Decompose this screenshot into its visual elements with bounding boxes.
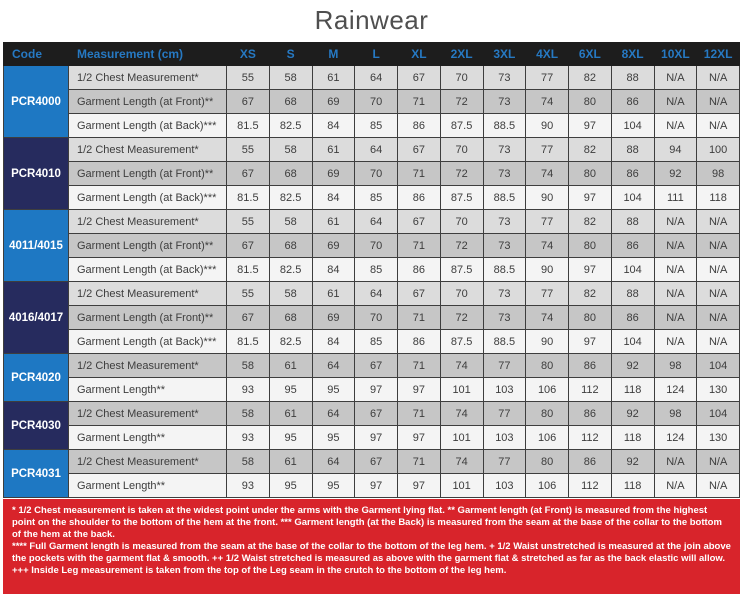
- value-cell: 68: [269, 234, 312, 258]
- value-cell: 67: [355, 402, 398, 426]
- column-header-2xl: 2XL: [440, 43, 483, 66]
- value-cell: N/A: [697, 474, 740, 498]
- value-cell: 58: [227, 402, 270, 426]
- column-header-4xl: 4XL: [526, 43, 569, 66]
- table-row: [4, 450, 740, 474]
- value-cell: 64: [355, 282, 398, 306]
- value-cell: 101: [440, 426, 483, 450]
- value-cell: 93: [227, 474, 270, 498]
- value-cell: N/A: [654, 258, 697, 282]
- value-cell: 88.5: [483, 258, 526, 282]
- value-cell: 64: [355, 66, 398, 90]
- value-cell: 74: [440, 450, 483, 474]
- measurement-label-cell: Garment Length (at Front)**: [69, 90, 227, 114]
- value-cell: N/A: [697, 234, 740, 258]
- value-cell: 106: [526, 378, 569, 402]
- value-cell: 70: [355, 306, 398, 330]
- value-cell: 77: [526, 66, 569, 90]
- code-cell-pcr4031: PCR4031: [4, 450, 69, 498]
- value-cell: 84: [312, 330, 355, 354]
- value-cell: 80: [569, 234, 612, 258]
- code-cell-pcr4020: PCR4020: [4, 354, 69, 402]
- value-cell: 58: [269, 66, 312, 90]
- value-cell: 74: [526, 234, 569, 258]
- value-cell: N/A: [654, 234, 697, 258]
- value-cell: 69: [312, 234, 355, 258]
- measurement-label-cell: Garment Length (at Back)***: [69, 330, 227, 354]
- value-cell: 95: [312, 426, 355, 450]
- code-cell-pcr4010: PCR4010: [4, 138, 69, 210]
- value-cell: 72: [440, 162, 483, 186]
- code-cell-pcr4030: PCR4030: [4, 402, 69, 450]
- column-header-measurement-cm: Measurement (cm): [69, 43, 227, 66]
- value-cell: 55: [227, 66, 270, 90]
- value-cell: 104: [611, 186, 654, 210]
- value-cell: 112: [569, 378, 612, 402]
- value-cell: 87.5: [440, 114, 483, 138]
- value-cell: 73: [483, 162, 526, 186]
- value-cell: 71: [398, 306, 441, 330]
- value-cell: 72: [440, 234, 483, 258]
- value-cell: 70: [355, 234, 398, 258]
- value-cell: 103: [483, 378, 526, 402]
- footnote-full-length-and-waist: **** Full Garment length is measured from the seam at the base of the collar to the bottom of the leg hem. + 1/2 Waist unstretched is measured at the join above the pockets with the garment flat & smooth. ++ 1/2 Waist stretched is measured as above with the garment flat & stretched as far as the back elastic will allow.: [12, 541, 731, 565]
- value-cell: 67: [398, 138, 441, 162]
- value-cell: 88: [611, 138, 654, 162]
- value-cell: 67: [398, 66, 441, 90]
- value-cell: 71: [398, 354, 441, 378]
- value-cell: 90: [526, 330, 569, 354]
- value-cell: 61: [269, 354, 312, 378]
- column-header-code: Code: [4, 43, 69, 66]
- value-cell: 69: [312, 306, 355, 330]
- value-cell: 97: [569, 258, 612, 282]
- value-cell: 61: [312, 138, 355, 162]
- measurement-label-cell: 1/2 Chest Measurement*: [69, 138, 227, 162]
- value-cell: 81.5: [227, 114, 270, 138]
- value-cell: 58: [269, 138, 312, 162]
- value-cell: N/A: [654, 450, 697, 474]
- value-cell: 80: [569, 162, 612, 186]
- value-cell: 70: [440, 282, 483, 306]
- measurement-label-cell: Garment Length**: [69, 474, 227, 498]
- value-cell: N/A: [697, 90, 740, 114]
- value-cell: 86: [398, 186, 441, 210]
- value-cell: 72: [440, 90, 483, 114]
- value-cell: 84: [312, 114, 355, 138]
- value-cell: 58: [227, 354, 270, 378]
- value-cell: 68: [269, 90, 312, 114]
- value-cell: N/A: [654, 114, 697, 138]
- value-cell: N/A: [697, 258, 740, 282]
- column-header-6xl: 6XL: [569, 43, 612, 66]
- value-cell: 67: [355, 354, 398, 378]
- value-cell: 130: [697, 426, 740, 450]
- value-cell: 95: [269, 378, 312, 402]
- value-cell: 97: [355, 474, 398, 498]
- value-cell: 111: [654, 186, 697, 210]
- table-row: [4, 210, 740, 234]
- value-cell: 82.5: [269, 114, 312, 138]
- measurement-label-cell: Garment Length (at Back)***: [69, 258, 227, 282]
- value-cell: 82.5: [269, 330, 312, 354]
- value-cell: N/A: [697, 210, 740, 234]
- value-cell: 90: [526, 186, 569, 210]
- value-cell: N/A: [697, 306, 740, 330]
- value-cell: N/A: [654, 330, 697, 354]
- value-cell: 58: [269, 282, 312, 306]
- value-cell: 64: [312, 354, 355, 378]
- value-cell: 97: [569, 330, 612, 354]
- table-row: [4, 354, 740, 378]
- value-cell: 101: [440, 474, 483, 498]
- value-cell: 86: [569, 354, 612, 378]
- value-cell: 88: [611, 210, 654, 234]
- value-cell: 118: [611, 474, 654, 498]
- value-cell: 77: [483, 450, 526, 474]
- table-row: [4, 474, 740, 498]
- code-cell-pcr4000: PCR4000: [4, 66, 69, 138]
- value-cell: 88.5: [483, 114, 526, 138]
- value-cell: 124: [654, 426, 697, 450]
- value-cell: 80: [526, 402, 569, 426]
- header-row: [4, 43, 740, 66]
- value-cell: 106: [526, 426, 569, 450]
- value-cell: 97: [398, 378, 441, 402]
- table-row: [4, 282, 740, 306]
- value-cell: 88.5: [483, 186, 526, 210]
- measurement-label-cell: 1/2 Chest Measurement*: [69, 354, 227, 378]
- value-cell: 71: [398, 90, 441, 114]
- value-cell: 94: [654, 138, 697, 162]
- value-cell: 67: [227, 162, 270, 186]
- table-row: [4, 378, 740, 402]
- value-cell: N/A: [697, 450, 740, 474]
- footnotes-panel: [3, 499, 740, 594]
- value-cell: 97: [569, 186, 612, 210]
- table-row: [4, 90, 740, 114]
- value-cell: 73: [483, 282, 526, 306]
- value-cell: 82: [569, 282, 612, 306]
- value-cell: 106: [526, 474, 569, 498]
- value-cell: 80: [569, 306, 612, 330]
- column-header-12xl: 12XL: [697, 43, 740, 66]
- value-cell: 81.5: [227, 186, 270, 210]
- value-cell: 88: [611, 66, 654, 90]
- size-chart-table: [3, 42, 740, 498]
- value-cell: 73: [483, 138, 526, 162]
- value-cell: 61: [269, 402, 312, 426]
- value-cell: 86: [611, 234, 654, 258]
- value-cell: 130: [697, 378, 740, 402]
- value-cell: 87.5: [440, 258, 483, 282]
- value-cell: 67: [227, 234, 270, 258]
- size-chart-header: [4, 43, 740, 66]
- value-cell: 82.5: [269, 258, 312, 282]
- measurement-label-cell: Garment Length (at Front)**: [69, 162, 227, 186]
- table-row: [4, 234, 740, 258]
- value-cell: 95: [312, 474, 355, 498]
- value-cell: 103: [483, 426, 526, 450]
- value-cell: 97: [355, 378, 398, 402]
- value-cell: 71: [398, 162, 441, 186]
- value-cell: N/A: [697, 66, 740, 90]
- measurement-label-cell: Garment Length (at Front)**: [69, 306, 227, 330]
- measurement-label-cell: 1/2 Chest Measurement*: [69, 66, 227, 90]
- value-cell: 70: [440, 138, 483, 162]
- value-cell: 61: [312, 282, 355, 306]
- measurement-label-cell: Garment Length (at Front)**: [69, 234, 227, 258]
- value-cell: 77: [526, 282, 569, 306]
- value-cell: 70: [355, 90, 398, 114]
- value-cell: 74: [526, 306, 569, 330]
- value-cell: 86: [569, 402, 612, 426]
- value-cell: 104: [697, 354, 740, 378]
- value-cell: 80: [526, 450, 569, 474]
- table-row: [4, 258, 740, 282]
- value-cell: N/A: [654, 474, 697, 498]
- value-cell: 87.5: [440, 330, 483, 354]
- value-cell: 82: [569, 138, 612, 162]
- code-cell-4011-4015: 4011/4015: [4, 210, 69, 282]
- value-cell: 92: [611, 354, 654, 378]
- value-cell: 67: [227, 306, 270, 330]
- value-cell: 61: [312, 210, 355, 234]
- value-cell: 77: [526, 138, 569, 162]
- value-cell: 82: [569, 66, 612, 90]
- value-cell: 71: [398, 402, 441, 426]
- value-cell: 98: [654, 354, 697, 378]
- value-cell: 104: [611, 330, 654, 354]
- table-row: [4, 426, 740, 450]
- table-row: [4, 330, 740, 354]
- value-cell: 82.5: [269, 186, 312, 210]
- value-cell: 68: [269, 306, 312, 330]
- value-cell: 81.5: [227, 258, 270, 282]
- table-row: [4, 162, 740, 186]
- column-header-10xl: 10XL: [654, 43, 697, 66]
- table-row: [4, 114, 740, 138]
- value-cell: 87.5: [440, 186, 483, 210]
- value-cell: 55: [227, 138, 270, 162]
- value-cell: 55: [227, 210, 270, 234]
- value-cell: 55: [227, 282, 270, 306]
- table-row: [4, 306, 740, 330]
- value-cell: N/A: [654, 282, 697, 306]
- measurement-label-cell: 1/2 Chest Measurement*: [69, 282, 227, 306]
- value-cell: 118: [611, 378, 654, 402]
- value-cell: 92: [654, 162, 697, 186]
- value-cell: 67: [227, 90, 270, 114]
- value-cell: 81.5: [227, 330, 270, 354]
- value-cell: 67: [398, 210, 441, 234]
- value-cell: 69: [312, 90, 355, 114]
- value-cell: N/A: [654, 90, 697, 114]
- value-cell: 86: [398, 330, 441, 354]
- value-cell: 70: [440, 66, 483, 90]
- value-cell: 84: [312, 258, 355, 282]
- value-cell: 95: [312, 378, 355, 402]
- value-cell: 73: [483, 66, 526, 90]
- value-cell: 95: [269, 474, 312, 498]
- measurement-label-cell: 1/2 Chest Measurement*: [69, 210, 227, 234]
- value-cell: 73: [483, 234, 526, 258]
- value-cell: N/A: [697, 282, 740, 306]
- value-cell: 98: [654, 402, 697, 426]
- value-cell: 112: [569, 426, 612, 450]
- value-cell: 88.5: [483, 330, 526, 354]
- page-title: Rainwear: [314, 5, 429, 35]
- column-header-xl: XL: [398, 43, 441, 66]
- measurement-label-cell: Garment Length (at Back)***: [69, 186, 227, 210]
- value-cell: 71: [398, 450, 441, 474]
- footnote-inside-leg: +++ Inside Leg measurement is taken from the top of the Leg seam in the crutch to the bottom of the leg hem.: [12, 565, 507, 577]
- value-cell: 97: [398, 426, 441, 450]
- value-cell: 67: [355, 450, 398, 474]
- value-cell: 85: [355, 186, 398, 210]
- value-cell: 98: [697, 162, 740, 186]
- value-cell: 67: [398, 282, 441, 306]
- value-cell: 90: [526, 258, 569, 282]
- value-cell: N/A: [654, 210, 697, 234]
- value-cell: 118: [611, 426, 654, 450]
- footnote-chest-and-lengths: * 1/2 Chest measurement is taken at the widest point under the arms with the Garment lying flat. ** Garment length (at Front) is measured from the highest point on the shoulder to the bottom of the hem at the front. *** Garment length (at the Back) is measured from the seam at the base of the collar to the bottom of the hem at the back.: [12, 505, 722, 541]
- value-cell: 97: [398, 474, 441, 498]
- column-header-8xl: 8XL: [611, 43, 654, 66]
- value-cell: 88: [611, 282, 654, 306]
- value-cell: 64: [355, 138, 398, 162]
- value-cell: N/A: [697, 330, 740, 354]
- value-cell: 104: [697, 402, 740, 426]
- value-cell: 97: [569, 114, 612, 138]
- value-cell: 104: [611, 114, 654, 138]
- value-cell: 101: [440, 378, 483, 402]
- table-row: [4, 66, 740, 90]
- value-cell: 61: [269, 450, 312, 474]
- value-cell: 85: [355, 258, 398, 282]
- table-row: [4, 402, 740, 426]
- value-cell: 86: [569, 450, 612, 474]
- value-cell: 93: [227, 426, 270, 450]
- value-cell: 86: [611, 306, 654, 330]
- value-cell: 86: [398, 258, 441, 282]
- value-cell: 64: [355, 210, 398, 234]
- column-header-xs: XS: [227, 43, 270, 66]
- value-cell: 61: [312, 66, 355, 90]
- column-header-s: S: [269, 43, 312, 66]
- value-cell: 86: [611, 90, 654, 114]
- column-header-3xl: 3XL: [483, 43, 526, 66]
- value-cell: 92: [611, 450, 654, 474]
- value-cell: 73: [483, 306, 526, 330]
- value-cell: 80: [569, 90, 612, 114]
- value-cell: 72: [440, 306, 483, 330]
- value-cell: 103: [483, 474, 526, 498]
- value-cell: 124: [654, 378, 697, 402]
- value-cell: 74: [440, 354, 483, 378]
- value-cell: N/A: [654, 306, 697, 330]
- value-cell: 77: [483, 354, 526, 378]
- value-cell: 58: [227, 450, 270, 474]
- value-cell: 68: [269, 162, 312, 186]
- value-cell: 95: [269, 426, 312, 450]
- measurement-label-cell: 1/2 Chest Measurement*: [69, 450, 227, 474]
- measurement-label-cell: Garment Length**: [69, 426, 227, 450]
- value-cell: 97: [355, 426, 398, 450]
- measurement-label-cell: Garment Length (at Back)***: [69, 114, 227, 138]
- value-cell: 118: [697, 186, 740, 210]
- value-cell: 93: [227, 378, 270, 402]
- value-cell: N/A: [697, 114, 740, 138]
- column-header-l: L: [355, 43, 398, 66]
- table-row: [4, 186, 740, 210]
- value-cell: 90: [526, 114, 569, 138]
- value-cell: 77: [483, 402, 526, 426]
- value-cell: 86: [611, 162, 654, 186]
- table-row: [4, 138, 740, 162]
- value-cell: 69: [312, 162, 355, 186]
- value-cell: 82: [569, 210, 612, 234]
- value-cell: 70: [440, 210, 483, 234]
- value-cell: 80: [526, 354, 569, 378]
- value-cell: 73: [483, 90, 526, 114]
- value-cell: 71: [398, 234, 441, 258]
- value-cell: 92: [611, 402, 654, 426]
- value-cell: 64: [312, 402, 355, 426]
- value-cell: 104: [611, 258, 654, 282]
- value-cell: 112: [569, 474, 612, 498]
- value-cell: 85: [355, 330, 398, 354]
- value-cell: 73: [483, 210, 526, 234]
- value-cell: 86: [398, 114, 441, 138]
- value-cell: 74: [440, 402, 483, 426]
- value-cell: 58: [269, 210, 312, 234]
- value-cell: N/A: [654, 66, 697, 90]
- value-cell: 77: [526, 210, 569, 234]
- measurement-label-cell: 1/2 Chest Measurement*: [69, 402, 227, 426]
- column-header-m: M: [312, 43, 355, 66]
- value-cell: 84: [312, 186, 355, 210]
- value-cell: 74: [526, 90, 569, 114]
- value-cell: 100: [697, 138, 740, 162]
- value-cell: 85: [355, 114, 398, 138]
- measurement-label-cell: Garment Length**: [69, 378, 227, 402]
- value-cell: 70: [355, 162, 398, 186]
- value-cell: 74: [526, 162, 569, 186]
- code-cell-4016-4017: 4016/4017: [4, 282, 69, 354]
- size-chart-body: [4, 66, 740, 498]
- value-cell: 64: [312, 450, 355, 474]
